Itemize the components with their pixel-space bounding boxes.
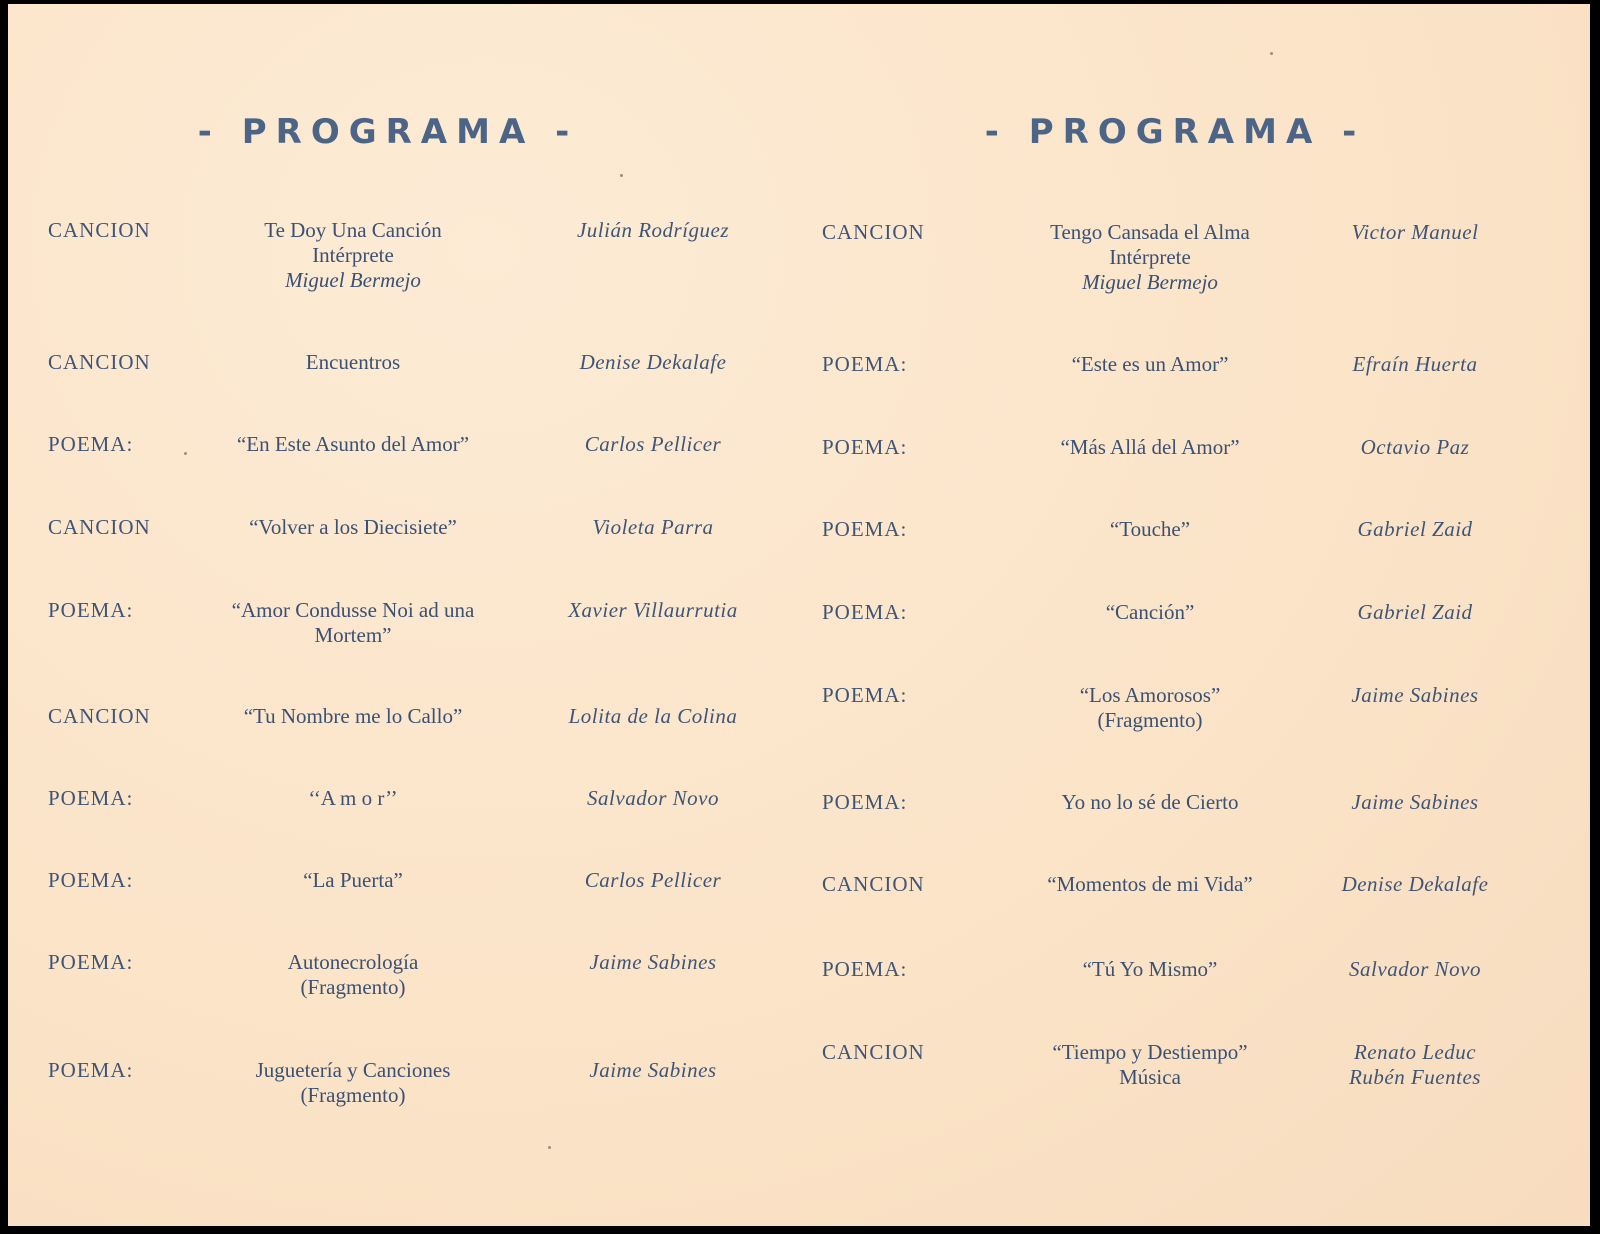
item-title: “En Este Asunto del Amor” bbox=[236, 432, 470, 456]
program-item bbox=[8, 704, 788, 794]
program-item bbox=[8, 950, 788, 1040]
item-author: Jaime Sabines bbox=[589, 950, 717, 974]
program-item bbox=[790, 352, 1570, 442]
item-type: POEMA: bbox=[822, 790, 908, 814]
item-title: “Los Amorosos” (Fragmento) bbox=[1079, 683, 1221, 732]
program-item bbox=[8, 786, 788, 876]
item-title: Juguetería y Canciones (Fragmento) bbox=[255, 1058, 451, 1107]
program-left-column bbox=[8, 4, 788, 1226]
item-type: POEMA: bbox=[822, 683, 908, 707]
item-type: CANCION bbox=[48, 350, 151, 374]
item-type: POEMA: bbox=[48, 786, 134, 810]
item-title: Te Doy Una Canción Intérprete Miguel Bermejo bbox=[264, 218, 442, 292]
program-item bbox=[8, 868, 788, 958]
item-author: Gabriel Zaid bbox=[1357, 600, 1473, 624]
program-item bbox=[790, 517, 1570, 607]
item-title: Tengo Cansada el Alma Intérprete Miguel Bermejo bbox=[1050, 220, 1250, 294]
item-title: “Touche” bbox=[1109, 517, 1191, 541]
item-title: “Tú Yo Mismo” bbox=[1082, 957, 1218, 981]
paper-speck bbox=[548, 1146, 551, 1149]
program-heading: - PROGRAMA - bbox=[984, 112, 1366, 152]
item-author: Efraín Huerta bbox=[1352, 352, 1478, 376]
item-author: Denise Dekalafe bbox=[579, 350, 727, 374]
item-title: “Este es un Amor” bbox=[1071, 352, 1229, 376]
item-author: Salvador Novo bbox=[1349, 957, 1481, 981]
item-type: POEMA: bbox=[822, 352, 908, 376]
program-item bbox=[790, 220, 1570, 310]
program-item bbox=[8, 1058, 788, 1148]
item-title: “Momentos de mi Vida” bbox=[1047, 872, 1253, 896]
program-item bbox=[8, 218, 788, 308]
item-title: ‘‘A m o r’’ bbox=[308, 786, 398, 810]
program-item bbox=[8, 432, 788, 522]
item-title: “Amor Condusse Noi ad una Mortem” bbox=[231, 598, 475, 647]
item-type: POEMA: bbox=[48, 868, 134, 892]
item-author: Carlos Pellicer bbox=[584, 432, 722, 456]
item-title: “Canción” bbox=[1105, 600, 1195, 624]
item-title: “Tu Nombre me lo Callo” bbox=[243, 704, 463, 728]
item-author: Renato Leduc Rubén Fuentes bbox=[1349, 1040, 1481, 1089]
paper-speck bbox=[620, 174, 623, 177]
item-title: “Más Allá del Amor” bbox=[1060, 435, 1240, 459]
item-author: Violeta Parra bbox=[592, 515, 714, 539]
program-item bbox=[790, 600, 1570, 690]
item-title: “La Puerta” bbox=[303, 868, 403, 892]
program-heading: - PROGRAMA - bbox=[197, 112, 579, 152]
item-author: Octavio Paz bbox=[1360, 435, 1470, 459]
item-type: CANCION bbox=[822, 220, 925, 244]
item-author: Salvador Novo bbox=[587, 786, 719, 810]
item-type: POEMA: bbox=[48, 598, 134, 622]
program-item bbox=[790, 683, 1570, 773]
program-item bbox=[8, 515, 788, 605]
item-type: POEMA: bbox=[822, 435, 908, 459]
program-right-column bbox=[790, 4, 1570, 1226]
item-title: Encuentros bbox=[305, 350, 401, 374]
item-type: CANCION bbox=[48, 704, 151, 728]
paper-speck bbox=[184, 452, 187, 455]
program-item bbox=[790, 435, 1570, 525]
item-type: CANCION bbox=[48, 515, 151, 539]
item-title: “Volver a los Diecisiete” bbox=[249, 515, 457, 539]
item-author: Julián Rodríguez bbox=[576, 218, 730, 242]
item-type: POEMA: bbox=[48, 1058, 134, 1082]
item-type: CANCION bbox=[822, 1040, 925, 1064]
item-author: Lolita de la Colina bbox=[568, 704, 738, 728]
program-item bbox=[790, 872, 1570, 962]
item-type: POEMA: bbox=[822, 517, 908, 541]
item-author: Jaime Sabines bbox=[589, 1058, 717, 1082]
program-item bbox=[8, 350, 788, 440]
item-type: POEMA: bbox=[822, 600, 908, 624]
item-type: POEMA: bbox=[48, 432, 134, 456]
item-author: Jaime Sabines bbox=[1351, 790, 1479, 814]
program-item bbox=[790, 957, 1570, 1047]
item-type: POEMA: bbox=[822, 957, 908, 981]
item-type: POEMA: bbox=[48, 950, 134, 974]
item-type: CANCION bbox=[48, 218, 151, 242]
item-author: Denise Dekalafe bbox=[1341, 872, 1489, 896]
program-sheet bbox=[8, 4, 1590, 1226]
item-title: “Tiempo y Destiempo” Música bbox=[1052, 1040, 1248, 1089]
program-item bbox=[8, 598, 788, 688]
item-title: Yo no lo sé de Cierto bbox=[1061, 790, 1239, 814]
item-author: Carlos Pellicer bbox=[584, 868, 722, 892]
item-title: Autonecrología (Fragmento) bbox=[287, 950, 419, 999]
item-author: Gabriel Zaid bbox=[1357, 517, 1473, 541]
program-item bbox=[790, 1040, 1570, 1130]
item-author: Jaime Sabines bbox=[1351, 683, 1479, 707]
program-item bbox=[790, 790, 1570, 880]
item-type: CANCION bbox=[822, 872, 925, 896]
paper-speck bbox=[1270, 52, 1273, 55]
item-author: Xavier Villaurrutia bbox=[568, 598, 738, 622]
item-author: Victor Manuel bbox=[1351, 220, 1479, 244]
